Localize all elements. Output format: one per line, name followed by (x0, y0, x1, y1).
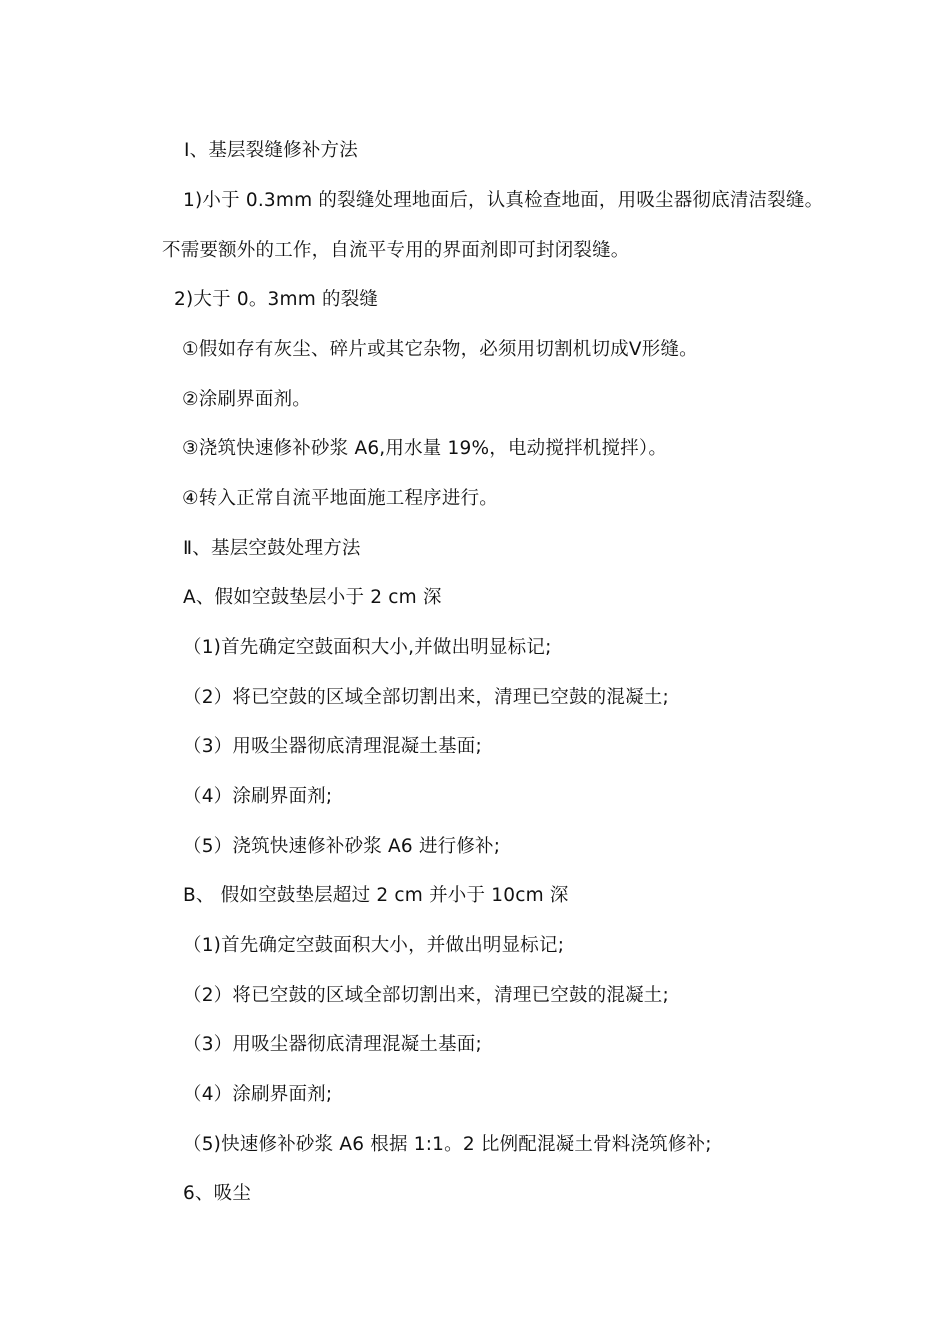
subsection-heading: A、假如空鼓垫层小于 2 cm 深 (183, 587, 442, 608)
list-item: （1)首先确定空鼓面积大小，并做出明显标记; (183, 935, 565, 956)
subsection-heading: B、 假如空鼓垫层超过 2 cm 并小于 10cm 深 (183, 885, 569, 906)
list-item: ④转入正常自流平地面施工程序进行。 (182, 488, 498, 509)
paragraph-line: 2)大于 0。3mm 的裂缝 (174, 289, 379, 310)
section-heading-hollow-repair: Ⅱ、基层空鼓处理方法 (183, 538, 361, 559)
list-item: ②涂刷界面剂。 (182, 389, 311, 410)
list-item: （2）将已空鼓的区域全部切割出来，清理已空鼓的混凝土; (183, 687, 669, 708)
list-item: （5）浇筑快速修补砂浆 A6 进行修补; (183, 836, 501, 857)
list-item: （2）将已空鼓的区域全部切割出来，清理已空鼓的混凝土; (183, 985, 669, 1006)
paragraph-line: 不需要额外的工作，自流平专用的界面剂即可封闭裂缝。 (162, 240, 630, 261)
list-item: （3）用吸尘器彻底清理混凝土基面; (183, 1034, 482, 1055)
paragraph-line: 1)小于 0.3mm 的裂缝处理地面后，认真检查地面，用吸尘器彻底清洁裂缝。 (183, 190, 824, 211)
list-item: （3）用吸尘器彻底清理混凝土基面; (183, 736, 482, 757)
list-item: ③浇筑快速修补砂浆 A6,用水量 19%，电动搅拌机搅拌）。 (182, 438, 668, 459)
list-item: （4）涂刷界面剂; (183, 786, 333, 807)
list-item: （1)首先确定空鼓面积大小,并做出明显标记; (183, 637, 552, 658)
section-heading-crack-repair: Ⅰ、基层裂缝修补方法 (184, 140, 358, 161)
list-item: （4）涂刷界面剂; (183, 1084, 333, 1105)
list-item: ①假如存有灰尘、碎片或其它杂物，必须用切割机切成Ⅴ形缝。 (182, 339, 698, 360)
list-item: 6、吸尘 (183, 1183, 252, 1204)
list-item: （5)快速修补砂浆 A6 根据 1:1。2 比例配混凝土骨料浇筑修补; (183, 1134, 712, 1155)
